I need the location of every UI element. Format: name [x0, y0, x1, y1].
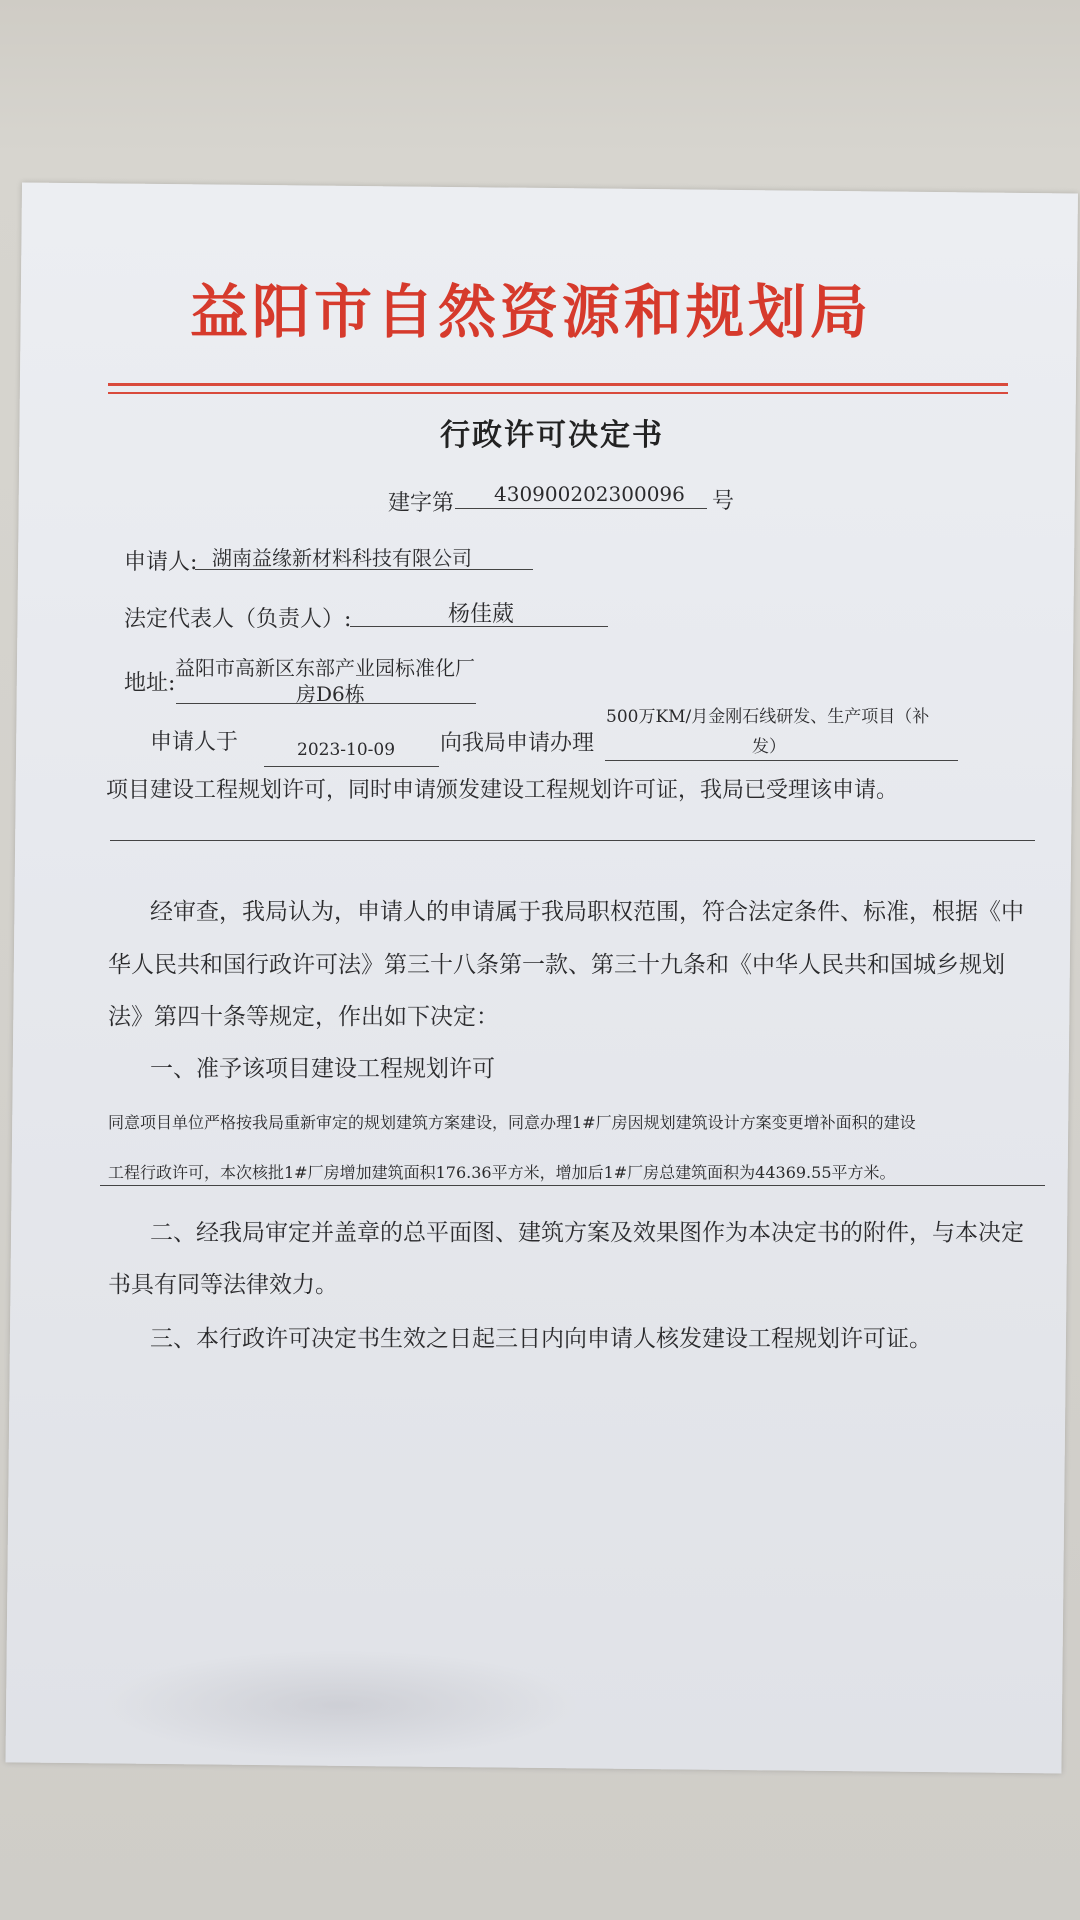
address-underline: [176, 703, 476, 704]
agency-header: 益阳市自然资源和规划局: [190, 278, 873, 346]
application-date: 2023-10-09: [297, 740, 396, 760]
decision-item-3: 三、本行政许可决定书生效之日起三日内向申请人核发建设工程规划许可证。: [150, 1326, 932, 1352]
doc-number-prefix: 建字第: [388, 491, 455, 516]
project-name-line2: 发）: [752, 737, 786, 757]
legal-rep-label: 法定代表人（负责人）:: [124, 607, 352, 632]
doc-number-underline: [455, 508, 707, 509]
decision-detail-line2: 工程行政许可，本次核批1#厂房增加建筑面积176.36平方米，增加后1#厂房总建筑面积为44369.55平方米。: [108, 1163, 896, 1182]
review-line3: 法》第四十条等规定，作出如下决定：: [108, 1004, 499, 1030]
review-line2: 华人民共和国行政许可法》第三十八条第一款、第三十九条和《中华人民共和国城乡规划: [108, 952, 1005, 978]
address-line2: 房D6栋: [296, 682, 365, 706]
section-divider: [110, 840, 1035, 841]
legal-rep-value: 杨佳葳: [448, 602, 515, 627]
address-label: 地址:: [124, 671, 176, 696]
project-name-line1: 500万KM/月金刚石线研发、生产项目（补: [606, 707, 930, 727]
applicant-underline: [195, 569, 533, 570]
legal-rep-underline: [350, 626, 608, 627]
decision-item-2-line2: 书具有同等法律效力。: [108, 1272, 338, 1298]
document-title: 行政许可决定书: [440, 418, 664, 453]
decision-detail-line1: 同意项目单位严格按我局重新审定的规划建筑方案建设，同意办理1#厂房因规划建筑设计方案变更增补面积的建设: [108, 1113, 916, 1132]
application-mid: 向我局申请办理: [440, 731, 595, 756]
application-intro: 申请人于: [150, 730, 239, 755]
address-line1: 益阳市高新区东部产业园标准化厂: [175, 656, 475, 680]
doc-number: 430900202300096: [494, 482, 685, 506]
red-divider-thin: [108, 392, 1008, 394]
application-date-underline: [264, 766, 439, 767]
project-name-underline: [605, 760, 958, 761]
application-rest: 项目建设工程规划许可，同时申请颁发建设工程规划许可证，我局已受理该申请。: [106, 778, 899, 803]
applicant-label: 申请人:: [124, 550, 198, 575]
review-line1: 经审查，我局认为，申请人的申请属于我局职权范围，符合法定条件、标准，根据《中: [150, 899, 1024, 925]
paper-shadow: [100, 1650, 580, 1760]
applicant-value: 湖南益缘新材料科技有限公司: [212, 546, 472, 570]
decision-item-1: 一、准予该项目建设工程规划许可: [150, 1056, 495, 1082]
red-divider-thick: [108, 383, 1008, 386]
doc-number-suffix: 号: [712, 489, 735, 514]
decision-item-2-line1: 二、经我局审定并盖章的总平面图、建筑方案及效果图作为本决定书的附件，与本决定: [150, 1220, 1024, 1246]
decision-detail-underline: [100, 1185, 1045, 1186]
